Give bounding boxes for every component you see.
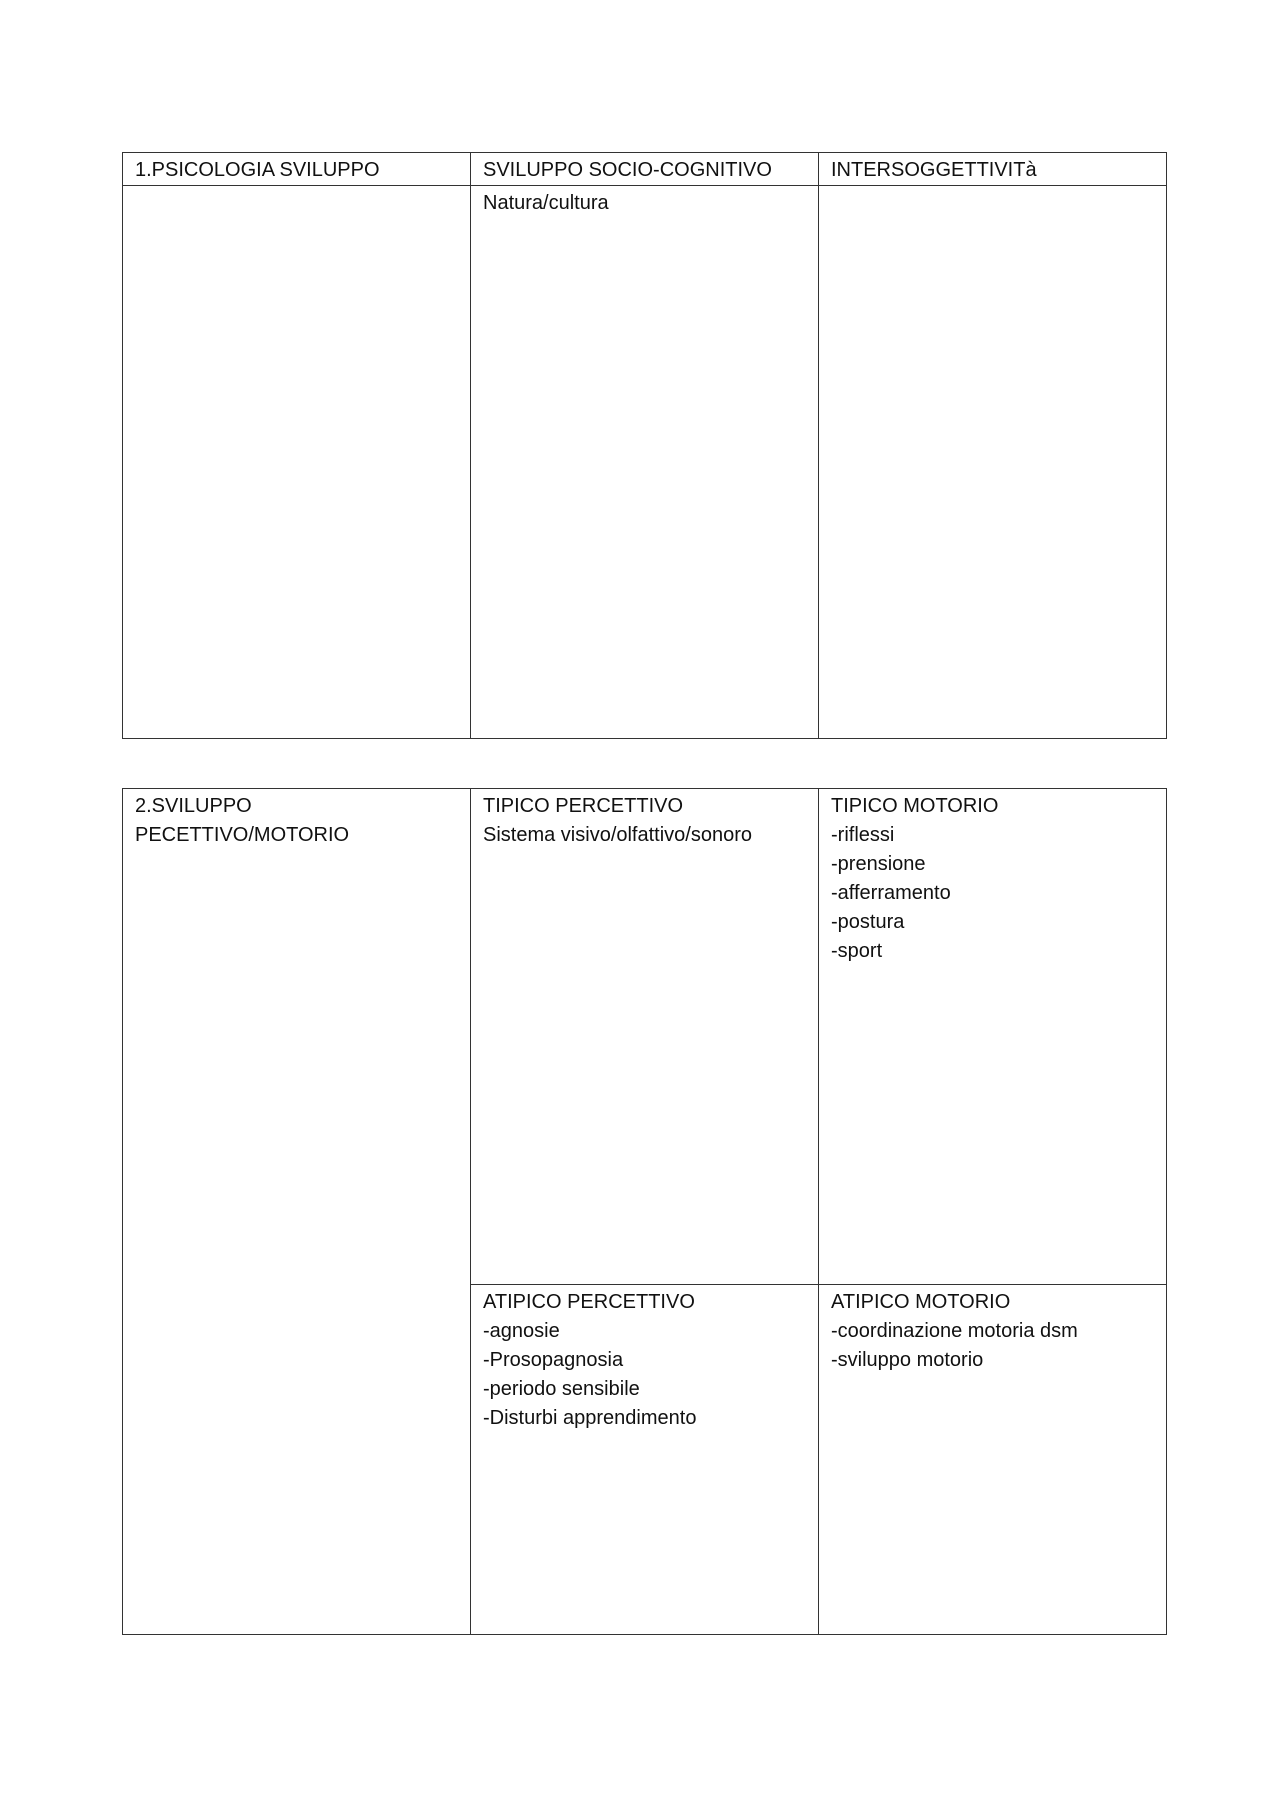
list-item: -riflessi [831, 824, 895, 846]
cell-sviluppo-percettivo-motorio [123, 789, 471, 1635]
table-psicologia-sviluppo [122, 152, 1167, 739]
header-text: INTERSOGGETTIVITà [831, 159, 1037, 181]
cell-atipico-motorio [819, 1285, 1167, 1635]
cell-title: TIPICO MOTORIO [831, 795, 999, 817]
cell-text: Sistema visivo/olfattivo/sonoro [483, 824, 753, 846]
list-item: -afferramento [831, 882, 951, 904]
list-item: -Disturbi apprendimento [483, 1407, 697, 1429]
cell-title: ATIPICO PERCETTIVO [483, 1291, 695, 1313]
body-cell-empty [123, 186, 471, 739]
header-text: 1.PSICOLOGIA SVILUPPO [135, 159, 380, 181]
list-item: -sviluppo motorio [831, 1349, 984, 1371]
cell-text: 2.SVILUPPO [135, 795, 252, 817]
header-cell-socio-cognitivo [471, 153, 819, 186]
cell-title: TIPICO PERCETTIVO [483, 795, 684, 817]
cell-text: PECETTIVO/MOTORIO [135, 824, 350, 846]
cell-tipico-percettivo [471, 789, 819, 1285]
list-item: -coordinazione motoria dsm [831, 1320, 1078, 1342]
header-cell-psicologia-sviluppo [123, 153, 471, 186]
list-item: -Prosopagnosia [483, 1349, 624, 1371]
header-text: SVILUPPO SOCIO-COGNITIVO [483, 159, 772, 181]
table-sviluppo-percettivo-motorio [122, 788, 1167, 1635]
body-cell-socio-cognitivo [471, 186, 819, 739]
body-cell-empty [819, 186, 1167, 739]
list-item: -agnosie [483, 1320, 560, 1342]
list-item: -sport [831, 940, 883, 962]
cell-text: Natura/cultura [483, 192, 609, 214]
header-cell-intersoggettivita [819, 153, 1167, 186]
cell-title: ATIPICO MOTORIO [831, 1291, 1011, 1313]
list-item: -postura [831, 911, 905, 933]
list-item: -periodo sensibile [483, 1378, 640, 1400]
cell-tipico-motorio [819, 789, 1167, 1285]
cell-atipico-percettivo [471, 1285, 819, 1635]
list-item: -prensione [831, 853, 926, 875]
